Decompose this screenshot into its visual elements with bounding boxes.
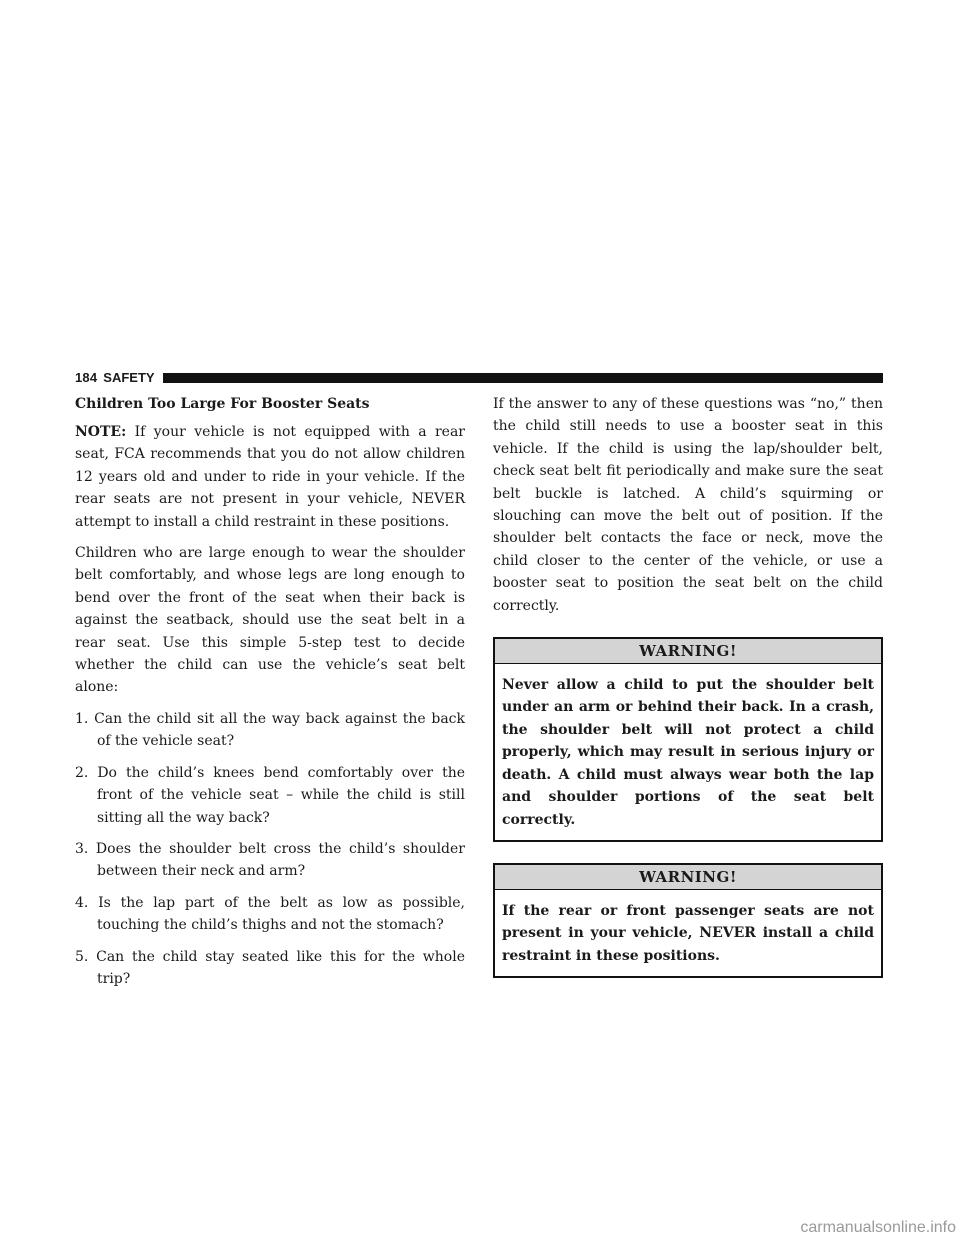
warning-text: Never allow a child to put the shoulder belt under an arm or behind their back. In a crash, the shoulder belt will not protect a child properly, which may result in serious injury or death. A child must always wear both the lap and shoulder portions of the seat belt correctly. (502, 677, 874, 828)
page-header (75, 370, 883, 385)
watermark: carmanualsonline.info (800, 1219, 956, 1236)
list-item: 1. Can the child sit all the way back against the back of the vehicle seat? (75, 710, 465, 750)
warning-box (493, 863, 883, 978)
note-text: If your vehicle is not equipped with a rear seat, FCA recommends that you do not allow children 12 years old and under to ride in your vehicle. If the rear seats are not present in your vehicle, NEVER attempt to install a child restraint in these positions. (75, 424, 466, 530)
intro-paragraph: Children who are large enough to wear the shoulder belt comfortably, and whose legs are long enough to bend over the front of the seat when their back is against the seatback, should use the seat belt in a rear seat. Use this simple 5-step test to decide whether the child can use the vehicle’s seat belt alone: (75, 545, 465, 696)
test-steps-list (75, 708, 465, 990)
warning-text: If the rear or front passenger seats are not present in your vehicle, NEVER install a child restraint in these positions. (502, 902, 874, 964)
left-column (75, 393, 465, 999)
note-label: NOTE: (75, 424, 127, 440)
page-number: 184 (75, 370, 98, 385)
list-item: 5. Can the child stay seated like this for the whole trip? (75, 948, 465, 987)
list-item: 4. Is the lap part of the belt as low as possible, touching the child’s thighs and not the stomach? (75, 894, 465, 934)
header-rule (163, 373, 883, 383)
list-item: 3. Does the shoulder belt cross the child’s shoulder between their neck and arm? (75, 840, 465, 880)
note-paragraph (75, 421, 465, 533)
answer-paragraph: If the answer to any of these questions was “no,” then the child still needs to use a booster seat in this vehicle. If the child is using the lap/shoulder belt, check seat belt fit periodically and make sure the seat belt buckle is latched. A child’s squirming or slouching can move the belt out of position. If the shoulder belt contacts the face or neck, move the child closer to the center of the vehicle, or use a booster seat to position the seat belt on the child correctly. (493, 396, 883, 614)
warning-title: WARNING! (495, 865, 881, 890)
warning-box (493, 637, 883, 842)
section-heading: Children Too Large For Booster Seats (75, 396, 370, 412)
list-item: 2. Do the child’s knees bend comfortably over the front of the vehicle seat – while the child is still sitting all the way back? (75, 764, 465, 826)
warning-title: WARNING! (495, 639, 881, 664)
right-column (493, 393, 883, 999)
section-title: SAFETY (103, 370, 155, 385)
